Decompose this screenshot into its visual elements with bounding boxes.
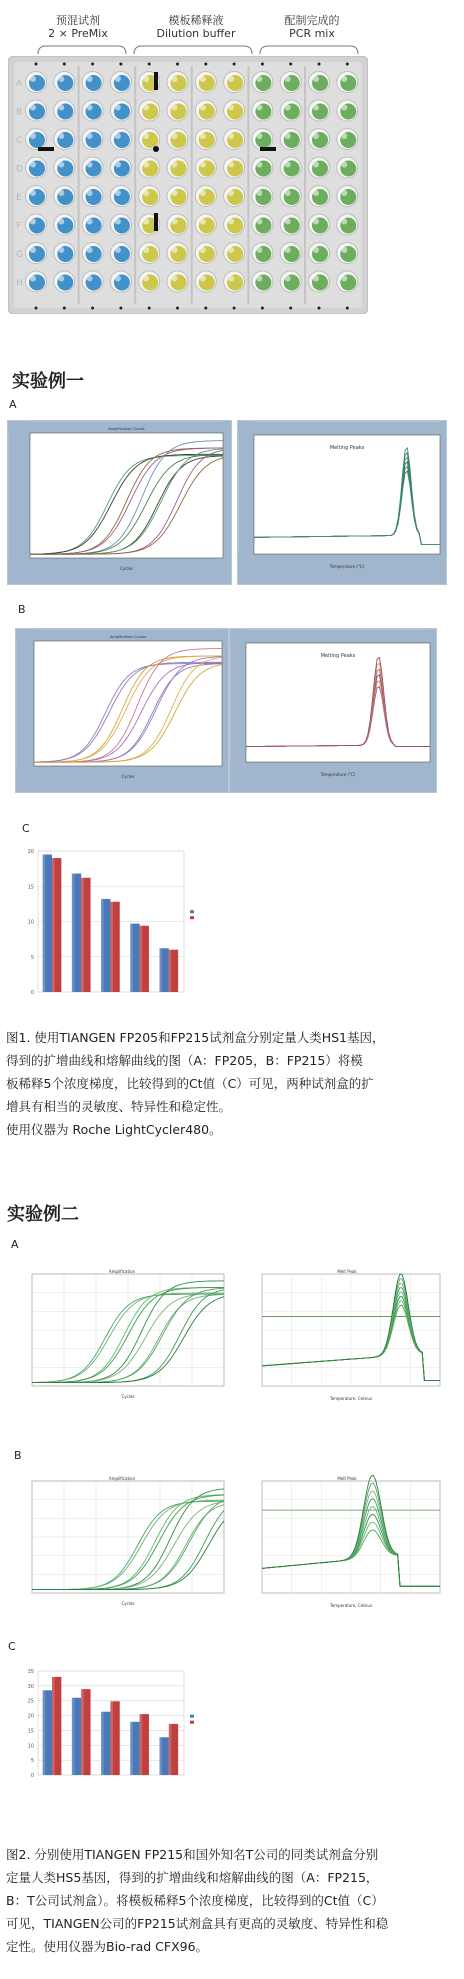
experiment-2-title: 实验例二 [7, 1204, 79, 1225]
plate-well-highlight [341, 190, 347, 196]
plate-well-highlight [228, 162, 234, 168]
plate-row-letter: G [16, 250, 23, 260]
plate-well-highlight [115, 76, 121, 82]
plate-well-highlight [58, 190, 64, 196]
plate-bottom-dot [35, 307, 38, 310]
plate-marker [153, 146, 159, 152]
plate-well-highlight [256, 190, 262, 196]
plate-well-highlight [87, 162, 93, 168]
plate-row-letter: F [16, 221, 22, 232]
plate-well-highlight [228, 247, 234, 253]
bar-highlight [101, 1712, 104, 1775]
plate-row-letter: D [16, 164, 23, 175]
plate-well-highlight [172, 276, 178, 282]
plate-well-highlight [341, 247, 347, 253]
bar-highlight [110, 1701, 113, 1775]
plate-well-highlight [200, 162, 206, 168]
plot-x-label: Cycles [121, 1394, 135, 1399]
exp2-ct-bar-chart [14, 1665, 254, 1793]
plate-well-highlight [115, 133, 121, 139]
plate-well-highlight [30, 219, 36, 225]
y-tick-label: 5 [30, 954, 34, 961]
melting-peaks-plot [238, 421, 446, 584]
plate-bottom-dot [318, 307, 321, 310]
plot-title: Amplification Curves [108, 427, 145, 431]
legend-swatch [190, 1721, 194, 1724]
plate-bottom-dot [233, 307, 236, 310]
plate-top-dot [318, 63, 321, 66]
legend-swatch [190, 910, 194, 913]
bar-highlight [101, 899, 104, 992]
plate-well-highlight [87, 219, 93, 225]
plate-well-highlight [143, 190, 149, 196]
exp1-caption: 图1. 使用TIANGEN FP205和FP215试剂盒分别定量人类HS1基因， 得到的扩增曲线和熔解曲线的图（A：FP205，B：FP215）将模 板稀释5个浓度梯度，比较得到的Ct值（C）可见，两种试剂盒的扩 增具有相当的灵敏度、特异性和稳定性。 使用仪器为 Roche LightCycler480。 [6, 1030, 385, 1137]
plate-top-dot [148, 63, 151, 66]
plate-well-highlight [228, 105, 234, 111]
plate-bottom-dot [289, 307, 292, 310]
bar-highlight [43, 1690, 46, 1775]
plate-well-highlight [285, 276, 291, 282]
legend-swatch [190, 1715, 194, 1718]
y-tick-label: 5 [30, 1758, 34, 1765]
plate-well-highlight [58, 76, 64, 82]
melting-peaks-plot [230, 629, 436, 792]
plate-well-highlight [313, 76, 319, 82]
plate-well-highlight [228, 219, 234, 225]
plate-well-highlight [200, 276, 206, 282]
bar-highlight [52, 858, 55, 992]
plate-row-letter: C [16, 136, 23, 146]
plot-title: Amplification Curves [109, 635, 147, 639]
plate-marker [154, 72, 158, 90]
y-tick-label: 25 [27, 1698, 34, 1705]
plate-well-highlight [200, 190, 206, 196]
bar-highlight [72, 1698, 75, 1775]
plate-row-letter: E [16, 193, 22, 203]
plot-x-label: Temperature (°C) [329, 564, 365, 569]
plate-well-highlight [30, 162, 36, 168]
plate-well-highlight [285, 162, 291, 168]
y-tick-label: 10 [27, 919, 34, 926]
plot-title: Amplification [108, 1269, 136, 1274]
exp2-label-b: B [14, 1449, 22, 1462]
plate-well-highlight [115, 105, 121, 111]
plate-well-highlight [143, 276, 149, 282]
plate-well-highlight [341, 276, 347, 282]
plot-x-label: Temperature (°C) [320, 772, 356, 777]
plate-row-letter: A [16, 79, 23, 89]
plate-well-highlight [30, 133, 36, 139]
exp2-b-amplification-plot [12, 1475, 232, 1615]
plate-top-dot [204, 63, 207, 66]
plot-x-label: Cycles [121, 774, 135, 779]
plate-well-highlight [87, 133, 93, 139]
plate-well-highlight [172, 190, 178, 196]
pcr-plate-image [8, 56, 368, 314]
bar-highlight [159, 1737, 162, 1775]
plate-well-highlight [256, 247, 262, 253]
exp2-caption: 图2. 分别使用TIANGEN FP215和国外知名T公司的同类试剂盒分别 定量人类HS5基因，得到的扩增曲线和熔解曲线的图（A：FP215， B：T公司试剂盒）。将模板稀释5个浓度梯度，比较得到的Ct值（C） 可见，TIANGEN公司的FP215试剂盒具有更高的灵敏度、特异性和稳 定性。使用仪器为Bio-rad CFX96。 [6, 1847, 389, 1954]
plate-well-highlight [256, 105, 262, 111]
y-tick-label: 0 [30, 1773, 34, 1779]
plot-x-label: Cycles [119, 566, 134, 571]
plate-well-highlight [341, 105, 347, 111]
plate-header-dilution: 模板稀释液 Dilution buffer [156, 14, 236, 40]
exp1-a-melting-panel [237, 420, 447, 585]
plate-well-highlight [256, 162, 262, 168]
plate-well-highlight [143, 76, 149, 82]
plate-well-highlight [256, 133, 262, 139]
plate-marker [154, 213, 158, 231]
plate-well-highlight [228, 276, 234, 282]
plot-area [246, 643, 430, 762]
plate-well-highlight [143, 133, 149, 139]
plate-well-highlight [256, 219, 262, 225]
exp1-b-amplification-panel [15, 628, 229, 793]
bar-highlight [140, 1714, 143, 1775]
plot-title: Melt Peak [337, 1269, 357, 1274]
plate-well-highlight [172, 219, 178, 225]
plate-well-highlight [200, 133, 206, 139]
plate-well-highlight [172, 133, 178, 139]
plate-marker [38, 147, 54, 151]
plate-well-highlight [172, 247, 178, 253]
y-tick-label: 30 [27, 1683, 34, 1690]
plate-well-highlight [313, 190, 319, 196]
bar-highlight [140, 926, 143, 992]
plate-well-highlight [115, 247, 121, 253]
exp1-label-b: B [18, 603, 26, 616]
exp2-a-melt-peak-plot [248, 1268, 446, 1408]
plate-well-highlight [285, 133, 291, 139]
plate-well-highlight [313, 247, 319, 253]
bar-highlight [159, 948, 162, 992]
plate-top-dot [119, 63, 122, 66]
plot-area [30, 433, 223, 558]
y-tick-label: 35 [27, 1669, 34, 1675]
plate-well-highlight [313, 276, 319, 282]
plate-bottom-dot [148, 307, 151, 310]
plate-bottom-dot [346, 307, 349, 310]
plate-well-highlight [341, 133, 347, 139]
plate-well-highlight [285, 219, 291, 225]
plate-well-highlight [341, 219, 347, 225]
plot-x-label: Temperature, Celsius [329, 1603, 373, 1608]
plate-well-highlight [143, 162, 149, 168]
plate-row-letter: B [16, 107, 23, 118]
plate-well-highlight [30, 276, 36, 282]
plate-well-highlight [30, 76, 36, 82]
plate-well-highlight [172, 105, 178, 111]
experiment-1-title: 实验例一 [12, 371, 84, 392]
plate-well-highlight [285, 190, 291, 196]
plate-well-highlight [228, 133, 234, 139]
plate-well-highlight [58, 247, 64, 253]
plate-well-highlight [256, 276, 262, 282]
plate-well-highlight [30, 190, 36, 196]
plate-well-highlight [87, 276, 93, 282]
plate-top-dot [176, 63, 179, 66]
plate-well-highlight [58, 276, 64, 282]
plot-title: Amplification [108, 1476, 136, 1481]
exp2-label-c: C [8, 1640, 16, 1653]
exp1-a-amplification-panel [7, 420, 232, 585]
plate-well-highlight [285, 247, 291, 253]
legend-swatch [190, 916, 194, 919]
bar-highlight [130, 924, 133, 992]
plate-row-letter: H [16, 278, 23, 289]
plate-well-highlight [115, 276, 121, 282]
plot-title: Melt Peak [337, 1476, 357, 1481]
plate-bottom-dot [261, 307, 264, 310]
plot-area [34, 641, 222, 766]
bar-highlight [43, 855, 46, 992]
plate-well-highlight [200, 247, 206, 253]
plate-well-highlight [87, 190, 93, 196]
exp2-a-amplification-plot [12, 1268, 232, 1408]
plate-well-highlight [172, 162, 178, 168]
plate-bottom-dot [176, 307, 179, 310]
y-tick-label: 0 [30, 990, 34, 996]
exp1-label-c: C [22, 822, 30, 835]
amplification-curves-plot [8, 421, 231, 584]
plate-well-highlight [200, 219, 206, 225]
plate-well-highlight [87, 247, 93, 253]
plate-bottom-dot [63, 307, 66, 310]
plate-header-premix: 预混试剂 2 × PreMix [48, 14, 108, 40]
plate-well-highlight [341, 76, 347, 82]
plate-bottom-dot [119, 307, 122, 310]
plate-top-dot [35, 63, 38, 66]
y-tick-label: 15 [27, 1728, 34, 1735]
plate-well-highlight [313, 133, 319, 139]
plot-title: Melting Peaks [320, 653, 356, 659]
plate-well-highlight [256, 76, 262, 82]
exp2-b-melt-peak-plot [248, 1475, 446, 1615]
exp1-b-melting-panel [229, 628, 437, 793]
plate-well-highlight [341, 162, 347, 168]
plate-well-highlight [115, 219, 121, 225]
plate-bottom-dot [204, 307, 207, 310]
plate-well-highlight [313, 162, 319, 168]
bar-highlight [81, 1689, 84, 1775]
exp2-label-a: A [11, 1238, 19, 1251]
plate-well-highlight [200, 76, 206, 82]
plate-well-highlight [58, 162, 64, 168]
plate-well-highlight [115, 190, 121, 196]
plate-well-highlight [172, 76, 178, 82]
plot-x-label: Cycles [121, 1601, 135, 1606]
plate-marker [260, 147, 276, 151]
bar-highlight [72, 874, 75, 992]
bar-highlight [169, 1724, 172, 1775]
bar-highlight [130, 1722, 133, 1775]
plate-well-highlight [30, 247, 36, 253]
plate-top-dot [289, 63, 292, 66]
plate-well-highlight [285, 76, 291, 82]
y-tick-label: 15 [27, 884, 34, 891]
plate-well-highlight [87, 105, 93, 111]
plate-well-highlight [58, 105, 64, 111]
plate-well-highlight [115, 162, 121, 168]
y-tick-label: 20 [27, 849, 34, 855]
plate-top-dot [346, 63, 349, 66]
plate-well-highlight [313, 105, 319, 111]
plot-x-label: Temperature, Celsius [329, 1396, 373, 1401]
plate-well-highlight [58, 133, 64, 139]
exp1-label-a: A [9, 398, 17, 411]
y-tick-label: 20 [27, 1713, 34, 1720]
plate-well-highlight [143, 247, 149, 253]
plate-well-highlight [228, 76, 234, 82]
plate-well-highlight [228, 190, 234, 196]
plate-well-highlight [200, 105, 206, 111]
bar-highlight [52, 1677, 55, 1775]
plot-title: Melting Peaks [329, 445, 365, 451]
bar-highlight [110, 902, 113, 992]
plate-top-dot [261, 63, 264, 66]
y-tick-label: 10 [27, 1743, 34, 1750]
plate-top-dot [91, 63, 94, 66]
plate-header-pcr-mix: 配制完成的 PCR mix [284, 14, 340, 40]
plate-well-highlight [30, 105, 36, 111]
bar-highlight [169, 950, 172, 992]
plate-well-highlight [143, 219, 149, 225]
plate-well-highlight [58, 219, 64, 225]
exp1-ct-bar-chart [14, 845, 254, 1010]
plate-well-highlight [285, 105, 291, 111]
plate-top-dot [233, 63, 236, 66]
plate-well-highlight [87, 76, 93, 82]
plate-well-highlight [143, 105, 149, 111]
plate-bottom-dot [91, 307, 94, 310]
bar-highlight [81, 878, 84, 992]
plate-well-highlight [313, 219, 319, 225]
amplification-curves-plot [16, 629, 228, 792]
plate-top-dot [63, 63, 66, 66]
